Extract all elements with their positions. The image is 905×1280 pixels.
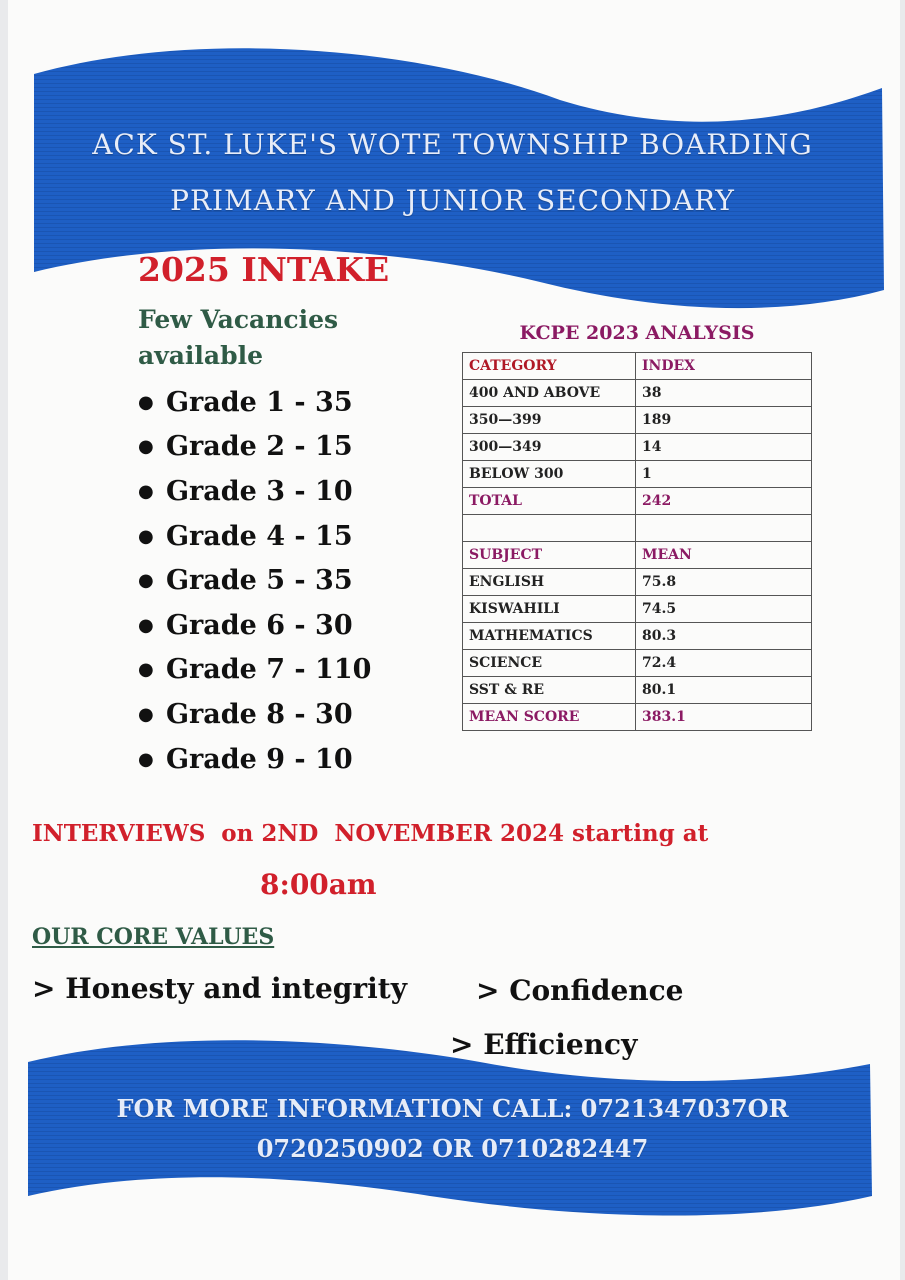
bullet-icon: ● (138, 436, 154, 458)
contact-line-1: FOR MORE INFORMATION CALL: 0721347037OR (116, 1094, 789, 1123)
core-values-heading: OUR CORE VALUES (32, 924, 275, 950)
table-row: SUBJECT MEAN (463, 542, 812, 569)
vacancies-subtitle: Few Vacancies available (138, 305, 339, 370)
table-row: SCIENCE 72.4 (463, 650, 812, 677)
bullet-icon: ● (138, 570, 154, 592)
table-row: KISWAHILI 74.5 (463, 596, 812, 623)
grade-item: ● Grade 1 - 35 (138, 386, 353, 418)
bullet-icon: ● (138, 614, 154, 636)
bullet-icon: ● (138, 391, 154, 413)
table-row: MATHEMATICS 80.3 (463, 623, 812, 650)
grade-item: ● Grade 7 - 110 (138, 654, 372, 686)
bullet-icon: ● (138, 525, 154, 547)
table-row: BELOW 300 1 (463, 461, 812, 488)
table-row: 300—349 14 (463, 434, 812, 461)
grade-item: ● Grade 5 - 35 (138, 565, 353, 597)
bullet-icon: ● (138, 748, 154, 770)
grade-item: ● Grade 3 - 10 (138, 475, 353, 507)
core-value-item: > Efficiency (450, 1028, 638, 1061)
table-row: CATEGORY INDEX (463, 353, 812, 380)
core-value-item: > Confidence (476, 974, 684, 1007)
bullet-icon: ● (138, 659, 154, 681)
table-row: SST & RE 80.1 (463, 677, 812, 704)
table-row: MEAN SCORE 383.1 (463, 704, 812, 731)
interview-notice: INTERVIEWS on 2ND NOVEMBER 2024 starting at (32, 820, 709, 847)
contact-line-2: 0720250902 OR 0710282447 (256, 1134, 649, 1163)
school-name: ACK ST. LUKE'S WOTE TOWNSHIP BOARDING (92, 128, 813, 161)
interview-time: 8:00am (260, 868, 377, 901)
grade-item: ● Grade 9 - 10 (138, 743, 353, 775)
table-row: TOTAL 242 (463, 488, 812, 515)
intake-title: 2025 INTAKE (138, 250, 390, 289)
school-level: PRIMARY AND JUNIOR SECONDARY (170, 184, 735, 217)
core-value-item: > Honesty and integrity (32, 972, 407, 1005)
grade-item: ● Grade 4 - 15 (138, 520, 353, 552)
analysis-title: KCPE 2023 ANALYSIS (519, 322, 755, 344)
table-row: 350—399 189 (463, 407, 812, 434)
grade-item: ● Grade 8 - 30 (138, 698, 353, 730)
table-row: 400 AND ABOVE 38 (463, 380, 812, 407)
grade-item: ● Grade 2 - 15 (138, 431, 353, 463)
table-row: ENGLISH 75.8 (463, 569, 812, 596)
bullet-icon: ● (138, 703, 154, 725)
bullet-icon: ● (138, 480, 154, 502)
grade-item: ● Grade 6 - 30 (138, 609, 353, 641)
